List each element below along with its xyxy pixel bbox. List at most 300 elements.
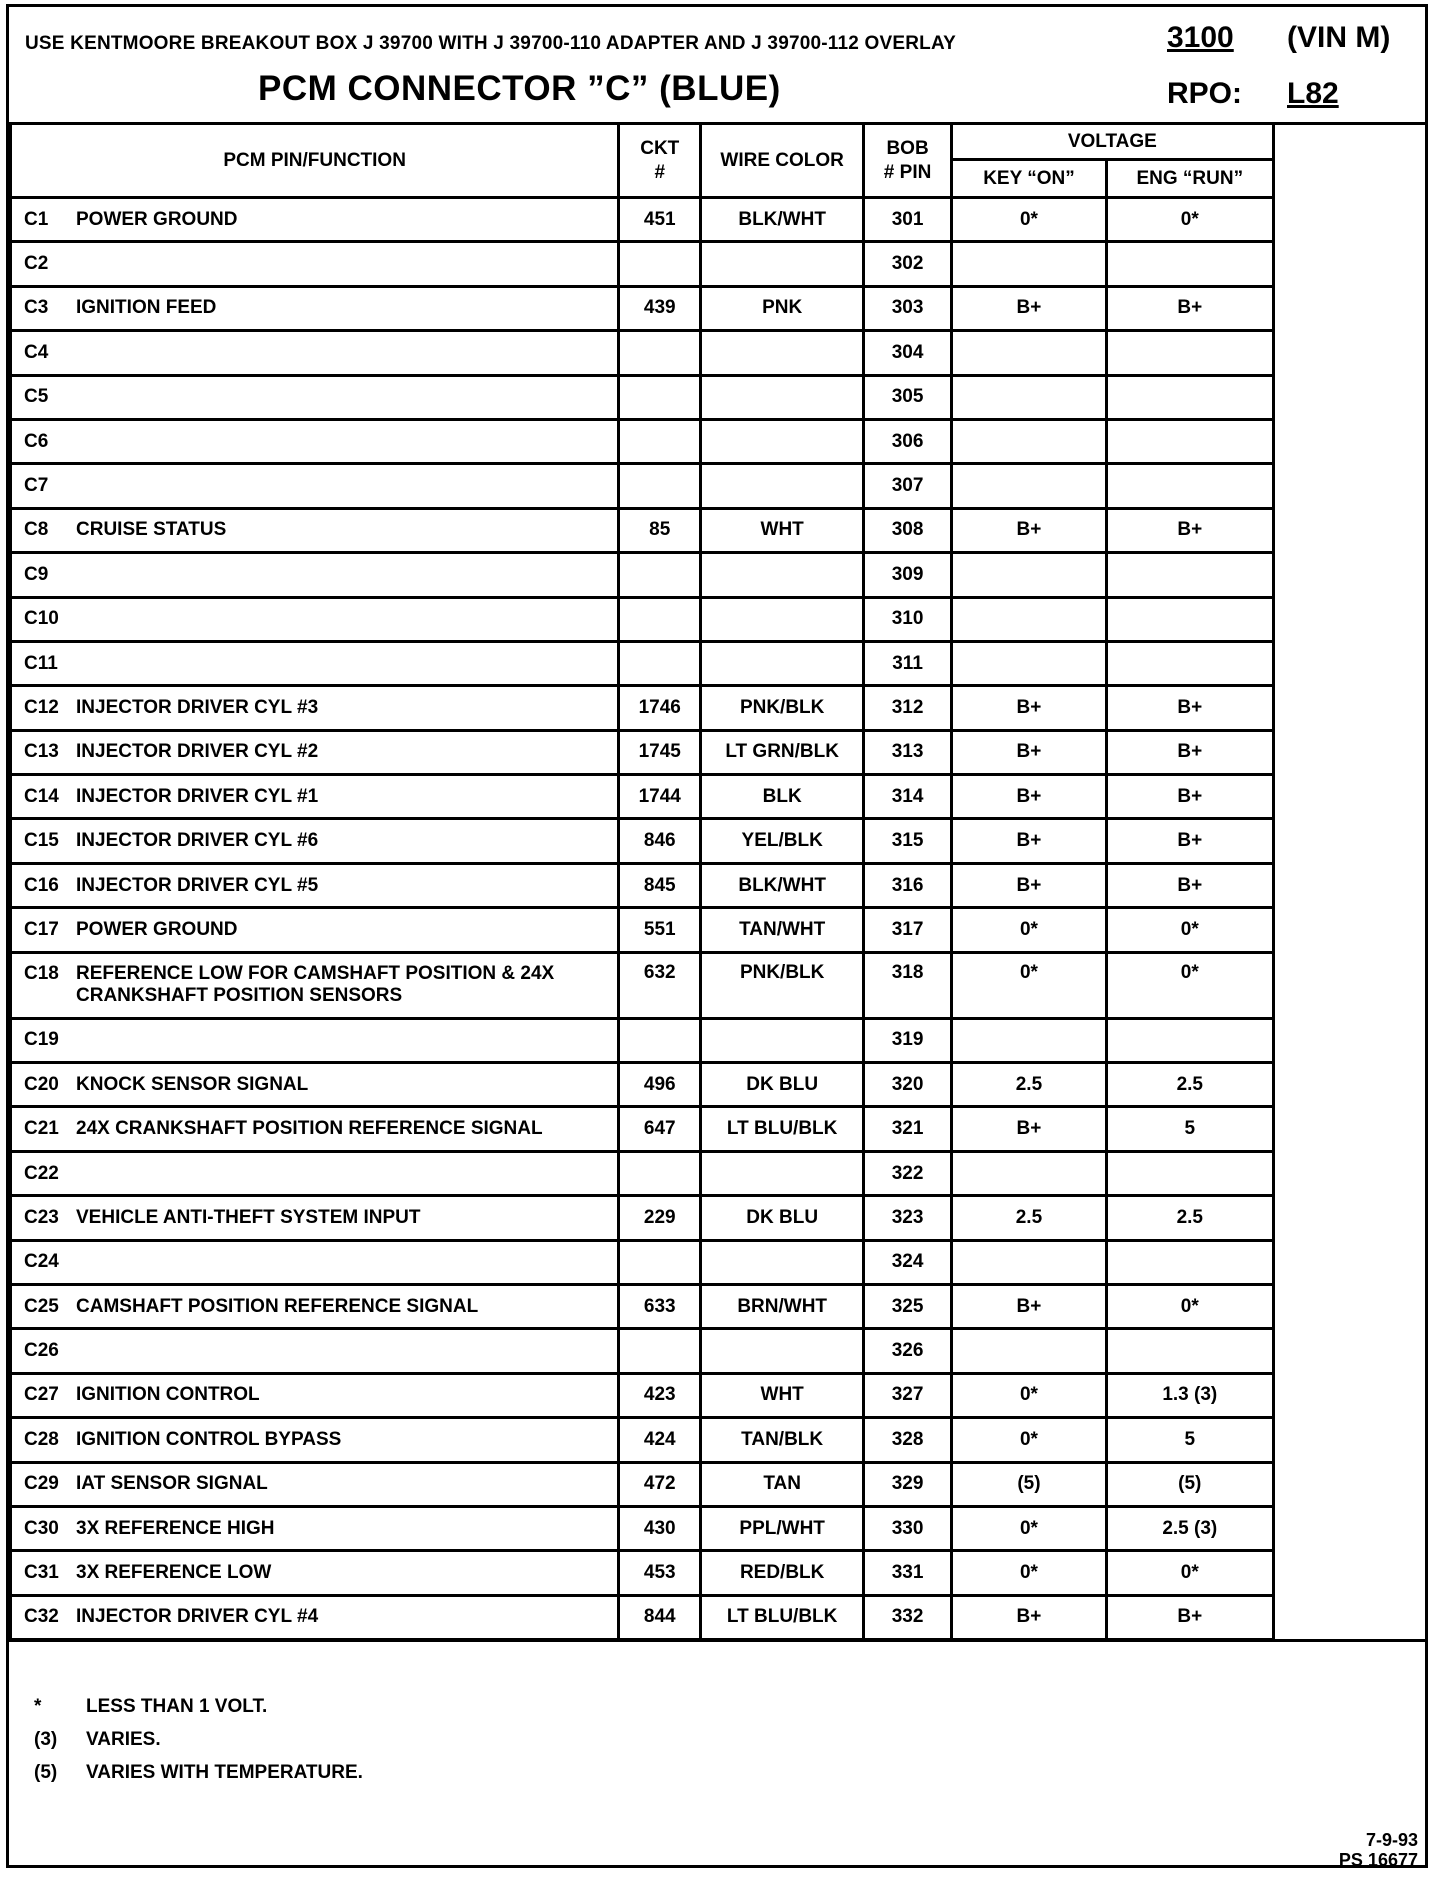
bob-pin: 323: [864, 1196, 952, 1240]
eng-run-voltage: [1106, 242, 1273, 286]
pin-row: [11, 1462, 1426, 1506]
key-on-voltage: [952, 1240, 1107, 1284]
pin-row: [11, 1284, 1426, 1328]
col-header-eng-run: ENG “RUN”: [1106, 160, 1273, 198]
key-on-voltage: B+: [952, 1595, 1107, 1639]
ckt-number: 430: [619, 1506, 701, 1550]
pin-row: [11, 908, 1426, 952]
ckt-number: 451: [619, 198, 701, 242]
key-on-voltage: [952, 597, 1107, 641]
ckt-number: 85: [619, 508, 701, 552]
pin-row: [11, 286, 1426, 330]
note-item: * LESS THAN 1 VOLT.: [34, 1696, 268, 1717]
pin-function-text: [76, 741, 318, 763]
eng-run-voltage: 0*: [1106, 952, 1273, 1018]
wire-color: LT BLU/BLK: [701, 1107, 864, 1151]
wire-color: PNK/BLK: [701, 686, 864, 730]
pin-function-text: [76, 1296, 478, 1318]
blank-cell: [1273, 1595, 1425, 1639]
wire-color: [701, 419, 864, 463]
bob-pin: 330: [864, 1506, 952, 1550]
key-on-voltage: 2.5: [952, 1063, 1107, 1107]
pin-row: [11, 819, 1426, 863]
wire-color: DK BLU: [701, 1196, 864, 1240]
blank-cell: [1273, 464, 1425, 508]
pin-function: REFERENCE LOW FOR CAMSHAFT POSITION & 24X: [76, 963, 555, 985]
note-item: (3) VARIES.: [34, 1729, 161, 1750]
pin-row: [11, 1151, 1426, 1195]
blank-cell: [1273, 597, 1425, 641]
pin-function-cell: [11, 730, 619, 774]
key-on-voltage: (5): [952, 1462, 1107, 1506]
key-on-voltage: 0*: [952, 198, 1107, 242]
ckt-number: [619, 242, 701, 286]
pin-id: C32: [24, 1606, 59, 1628]
wire-color: RED/BLK: [701, 1551, 864, 1595]
pin-function: INJECTOR DRIVER CYL #6: [76, 830, 319, 852]
bob-pin: 304: [864, 331, 952, 375]
bob-pin: 319: [864, 1018, 952, 1062]
ckt-number: 633: [619, 1284, 701, 1328]
blank-cell: [1273, 1196, 1425, 1240]
eng-run-voltage: B+: [1106, 863, 1273, 907]
key-on-voltage: 0*: [952, 908, 1107, 952]
engine-code: 3100: [1167, 21, 1234, 54]
key-on-voltage: B+: [952, 508, 1107, 552]
pin-function-text: [76, 830, 318, 852]
pin-rows: [11, 198, 1426, 1640]
pin-row: [11, 1063, 1426, 1107]
pin-function: INJECTOR DRIVER CYL #3: [76, 696, 319, 718]
pin-id: C14: [24, 785, 59, 807]
eng-run-voltage: B+: [1106, 730, 1273, 774]
bob-pin: 309: [864, 553, 952, 597]
pin-function-cell: [11, 1107, 619, 1151]
eng-run-voltage: 0*: [1106, 198, 1273, 242]
blank-cell: [1273, 1107, 1425, 1151]
pin-function-cell: [11, 597, 619, 641]
blank-cell: [1273, 1063, 1425, 1107]
key-on-voltage: 0*: [952, 1506, 1107, 1550]
document-date: 7-9-93: [1365, 1830, 1418, 1850]
key-on-voltage: 0*: [952, 952, 1107, 1018]
pin-row: [11, 1551, 1426, 1595]
bob-pin: 314: [864, 775, 952, 819]
pin-function-cell: [11, 1373, 619, 1417]
bob-pin: 306: [864, 419, 952, 463]
wire-color: BLK: [701, 775, 864, 819]
pin-id: C8: [24, 519, 49, 541]
ckt-number: 229: [619, 1196, 701, 1240]
pin-id: C4: [24, 341, 49, 363]
wire-color: DK BLU: [701, 1063, 864, 1107]
bob-pin: 307: [864, 464, 952, 508]
key-on-voltage: [952, 1329, 1107, 1373]
pin-function-cell: [11, 1329, 619, 1373]
pin-row: [11, 419, 1426, 463]
bob-pin: 316: [864, 863, 952, 907]
pin-table: [9, 122, 1425, 1641]
notes-section: [9, 1639, 1425, 1865]
key-on-voltage: [952, 641, 1107, 685]
pin-row: [11, 1506, 1426, 1550]
ckt-number: [619, 331, 701, 375]
key-on-voltage: [952, 1151, 1107, 1195]
pin-id: C1: [24, 208, 49, 230]
note-item: (5) VARIES WITH TEMPERATURE.: [34, 1762, 363, 1783]
pin-function-text: [76, 1518, 274, 1540]
eng-run-voltage: 2.5: [1106, 1196, 1273, 1240]
col-header-ckt: CKT #: [619, 124, 701, 198]
col-header-function: PCM PIN/FUNCTION: [11, 124, 619, 198]
eng-run-voltage: [1106, 597, 1273, 641]
pin-function: CAMSHAFT POSITION REFERENCE SIGNAL: [76, 1295, 479, 1317]
eng-run-voltage: 2.5: [1106, 1063, 1273, 1107]
blank-cell: [1273, 1284, 1425, 1328]
pin-id: C31: [24, 1562, 59, 1584]
blank-cell: [1273, 775, 1425, 819]
wire-color: LT BLU/BLK: [701, 1595, 864, 1639]
pin-id: C15: [24, 830, 59, 852]
blank-cell: [1273, 286, 1425, 330]
bob-pin: 301: [864, 198, 952, 242]
eng-run-voltage: B+: [1106, 775, 1273, 819]
pin-function-cell: [11, 952, 619, 1018]
ckt-number: [619, 1018, 701, 1062]
wire-color: [701, 641, 864, 685]
blank-cell: [1273, 1551, 1425, 1595]
pin-id: C6: [24, 430, 49, 452]
wire-color: [701, 375, 864, 419]
ckt-number: 424: [619, 1418, 701, 1462]
bob-pin: 329: [864, 1462, 952, 1506]
ckt-number: 1746: [619, 686, 701, 730]
pin-function-cell: [11, 1595, 619, 1639]
blank-cell: [1273, 908, 1425, 952]
eng-run-voltage: B+: [1106, 819, 1273, 863]
eng-run-voltage: [1106, 1329, 1273, 1373]
vin-code: (VIN M): [1287, 21, 1391, 54]
pin-id: C7: [24, 475, 49, 497]
wire-color: PPL/WHT: [701, 1506, 864, 1550]
pin-row: [11, 775, 1426, 819]
page-title: PCM CONNECTOR ”C” (BLUE): [258, 69, 781, 108]
blank-cell: [1273, 508, 1425, 552]
blank-cell: [1273, 1018, 1425, 1062]
pin-id: C12: [24, 696, 59, 718]
wire-color: [701, 331, 864, 375]
breakout-box-instruction: USE KENTMOORE BREAKOUT BOX J 39700 WITH J 39700-110 ADAPTER AND J 39700-112 OVERLAY: [25, 33, 957, 54]
eng-run-voltage: 2.5 (3): [1106, 1506, 1273, 1550]
blank-cell: [1273, 1418, 1425, 1462]
wire-color: [701, 553, 864, 597]
eng-run-voltage: 1.3 (3): [1106, 1373, 1273, 1417]
pin-function-cell: [11, 419, 619, 463]
eng-run-voltage: [1106, 1240, 1273, 1284]
ckt-number: 846: [619, 819, 701, 863]
pin-id: C26: [24, 1340, 59, 1362]
pin-id: C28: [24, 1428, 59, 1450]
pin-function-line2: CRANKSHAFT POSITION SENSORS: [76, 985, 403, 1007]
key-on-voltage: [952, 464, 1107, 508]
wire-color: TAN/BLK: [701, 1418, 864, 1462]
blank-cell: [1273, 819, 1425, 863]
wire-color: [701, 1329, 864, 1373]
pin-function: IAT SENSOR SIGNAL: [76, 1473, 268, 1495]
ckt-number: 453: [619, 1551, 701, 1595]
eng-run-voltage: (5): [1106, 1462, 1273, 1506]
wire-color: PNK/BLK: [701, 952, 864, 1018]
pin-function-text: [76, 875, 318, 897]
wire-color: [701, 597, 864, 641]
pin-row: [11, 641, 1426, 685]
pin-id: C30: [24, 1517, 59, 1539]
pin-row: [11, 730, 1426, 774]
pin-function-cell: [11, 908, 619, 952]
bob-pin: 324: [864, 1240, 952, 1284]
pin-id: C9: [24, 563, 49, 585]
eng-run-voltage: [1106, 331, 1273, 375]
bob-pin: 331: [864, 1551, 952, 1595]
pin-function: INJECTOR DRIVER CYL #4: [76, 1606, 319, 1628]
pin-id: C2: [24, 253, 49, 275]
pin-function-cell: [11, 553, 619, 597]
pin-id: C21: [24, 1118, 59, 1140]
pin-row: [11, 1418, 1426, 1462]
pin-function-cell: [11, 819, 619, 863]
blank-cell: [1273, 242, 1425, 286]
blank-column: [1273, 124, 1425, 198]
pin-row: [11, 375, 1426, 419]
wire-color: TAN: [701, 1462, 864, 1506]
blank-cell: [1273, 1151, 1425, 1195]
pin-row: [11, 597, 1426, 641]
pin-id: C19: [24, 1029, 59, 1051]
pin-row: [11, 1018, 1426, 1062]
eng-run-voltage: [1106, 419, 1273, 463]
pin-function-text: [76, 297, 216, 319]
ckt-number: [619, 464, 701, 508]
key-on-voltage: 2.5: [952, 1196, 1107, 1240]
bob-pin: 305: [864, 375, 952, 419]
pin-function-text: [76, 519, 226, 541]
ckt-number: 844: [619, 1595, 701, 1639]
eng-run-voltage: B+: [1106, 1595, 1273, 1639]
wire-color: BLK/WHT: [701, 863, 864, 907]
bob-pin: 310: [864, 597, 952, 641]
eng-run-voltage: B+: [1106, 508, 1273, 552]
pin-function-cell: [11, 1551, 619, 1595]
pin-function-cell: [11, 1418, 619, 1462]
bob-pin: 325: [864, 1284, 952, 1328]
wire-color: BLK/WHT: [701, 198, 864, 242]
pin-row: [11, 863, 1426, 907]
blank-cell: [1273, 1373, 1425, 1417]
blank-cell: [1273, 198, 1425, 242]
ckt-number: 1744: [619, 775, 701, 819]
connector-sheet: [6, 4, 1428, 1868]
key-on-voltage: [952, 375, 1107, 419]
pin-function: IGNITION CONTROL BYPASS: [76, 1428, 342, 1450]
pin-row: [11, 686, 1426, 730]
col-header-bob-pin: BOB # PIN: [864, 124, 952, 198]
pin-id: C10: [24, 608, 59, 630]
pin-id: C16: [24, 874, 59, 896]
pin-function-text: [76, 1562, 271, 1584]
pin-function-cell: [11, 331, 619, 375]
col-header-key-on: KEY “ON”: [952, 160, 1107, 198]
pin-function-cell: [11, 242, 619, 286]
key-on-voltage: B+: [952, 686, 1107, 730]
wire-color: YEL/BLK: [701, 819, 864, 863]
ckt-number: [619, 375, 701, 419]
pin-function-text: [76, 1384, 260, 1406]
pin-function: 3X REFERENCE HIGH: [76, 1517, 275, 1539]
key-on-voltage: 0*: [952, 1418, 1107, 1462]
wire-color: PNK: [701, 286, 864, 330]
blank-cell: [1273, 1240, 1425, 1284]
blank-cell: [1273, 1462, 1425, 1506]
ckt-number: [619, 553, 701, 597]
pin-function-text: [76, 697, 318, 719]
eng-run-voltage: [1106, 553, 1273, 597]
key-on-voltage: B+: [952, 1284, 1107, 1328]
pin-row: [11, 1240, 1426, 1284]
pin-function: INJECTOR DRIVER CYL #2: [76, 741, 319, 763]
ckt-number: [619, 419, 701, 463]
pin-function-text: [76, 1074, 308, 1096]
pin-function: INJECTOR DRIVER CYL #1: [76, 785, 319, 807]
pin-row: [11, 1107, 1426, 1151]
bob-pin: 302: [864, 242, 952, 286]
pin-function: POWER GROUND: [76, 208, 238, 230]
key-on-voltage: B+: [952, 819, 1107, 863]
pin-row: [11, 198, 1426, 242]
pin-function-cell: [11, 1462, 619, 1506]
pin-id: C20: [24, 1073, 59, 1095]
pin-id: C18: [24, 963, 59, 985]
key-on-voltage: [952, 331, 1107, 375]
wire-color: WHT: [701, 1373, 864, 1417]
pin-function-cell: [11, 686, 619, 730]
wire-color: [701, 464, 864, 508]
key-on-voltage: B+: [952, 863, 1107, 907]
ckt-number: 647: [619, 1107, 701, 1151]
bob-pin: 322: [864, 1151, 952, 1195]
pin-row: [11, 331, 1426, 375]
eng-run-voltage: B+: [1106, 286, 1273, 330]
eng-run-voltage: [1106, 464, 1273, 508]
pin-id: C29: [24, 1473, 59, 1495]
eng-run-voltage: [1106, 375, 1273, 419]
blank-cell: [1273, 1329, 1425, 1373]
pin-function-cell: [11, 1240, 619, 1284]
pin-function-cell: [11, 1018, 619, 1062]
ckt-number: [619, 1240, 701, 1284]
pin-row: [11, 1196, 1426, 1240]
key-on-voltage: [952, 1018, 1107, 1062]
key-on-voltage: B+: [952, 730, 1107, 774]
pin-row: [11, 508, 1426, 552]
pin-function-cell: [11, 1506, 619, 1550]
bob-pin: 320: [864, 1063, 952, 1107]
ckt-number: [619, 1151, 701, 1195]
ckt-number: 1745: [619, 730, 701, 774]
wire-color: [701, 1151, 864, 1195]
key-on-voltage: [952, 553, 1107, 597]
bob-pin: 315: [864, 819, 952, 863]
key-on-voltage: B+: [952, 1107, 1107, 1151]
eng-run-voltage: 0*: [1106, 908, 1273, 952]
pin-function-cell: [11, 1063, 619, 1107]
pin-function-cell: [11, 775, 619, 819]
ckt-number: 551: [619, 908, 701, 952]
ckt-number: [619, 1329, 701, 1373]
ckt-number: 423: [619, 1373, 701, 1417]
key-on-voltage: [952, 419, 1107, 463]
pin-row: [11, 1595, 1426, 1639]
pin-id: C17: [24, 918, 59, 940]
col-header-wire-color: WIRE COLOR: [701, 124, 864, 198]
pin-id: C11: [24, 652, 58, 674]
blank-cell: [1273, 730, 1425, 774]
ckt-number: 472: [619, 1462, 701, 1506]
bob-pin: 328: [864, 1418, 952, 1462]
key-on-voltage: B+: [952, 286, 1107, 330]
pin-row: [11, 1329, 1426, 1373]
pin-id: C5: [24, 386, 49, 408]
pin-function-cell: [11, 198, 619, 242]
bob-pin: 308: [864, 508, 952, 552]
pin-function-cell: [11, 464, 619, 508]
pin-function: POWER GROUND: [76, 918, 238, 940]
pin-id: C24: [24, 1251, 59, 1273]
pin-id: C25: [24, 1295, 59, 1317]
pin-function-text: [76, 919, 238, 941]
bob-pin: 326: [864, 1329, 952, 1373]
rpo-label: RPO:: [1167, 77, 1242, 110]
col-header-voltage: VOLTAGE: [952, 124, 1274, 160]
blank-cell: [1273, 641, 1425, 685]
bob-pin: 311: [864, 641, 952, 685]
pin-function-text: [76, 1473, 268, 1495]
eng-run-voltage: [1106, 641, 1273, 685]
blank-cell: [1273, 952, 1425, 1018]
pin-id: C13: [24, 741, 59, 763]
pin-function: 3X REFERENCE LOW: [76, 1562, 272, 1584]
wire-color: [701, 1240, 864, 1284]
pin-row: [11, 242, 1426, 286]
pin-id: C3: [24, 297, 49, 319]
blank-cell: [1273, 419, 1425, 463]
wire-color: [701, 242, 864, 286]
pin-id: C27: [24, 1384, 59, 1406]
ckt-number: 496: [619, 1063, 701, 1107]
pin-function-text: [76, 1606, 318, 1628]
wire-color: [701, 1018, 864, 1062]
eng-run-voltage: 0*: [1106, 1284, 1273, 1328]
wire-color: BRN/WHT: [701, 1284, 864, 1328]
pin-function-text: [76, 209, 238, 231]
wire-color: LT GRN/BLK: [701, 730, 864, 774]
blank-cell: [1273, 863, 1425, 907]
pin-row: [11, 1373, 1426, 1417]
bob-pin: 313: [864, 730, 952, 774]
sheet-header: [9, 7, 1425, 125]
pin-function-cell: [11, 641, 619, 685]
key-on-voltage: 0*: [952, 1551, 1107, 1595]
pin-function-cell: [11, 286, 619, 330]
